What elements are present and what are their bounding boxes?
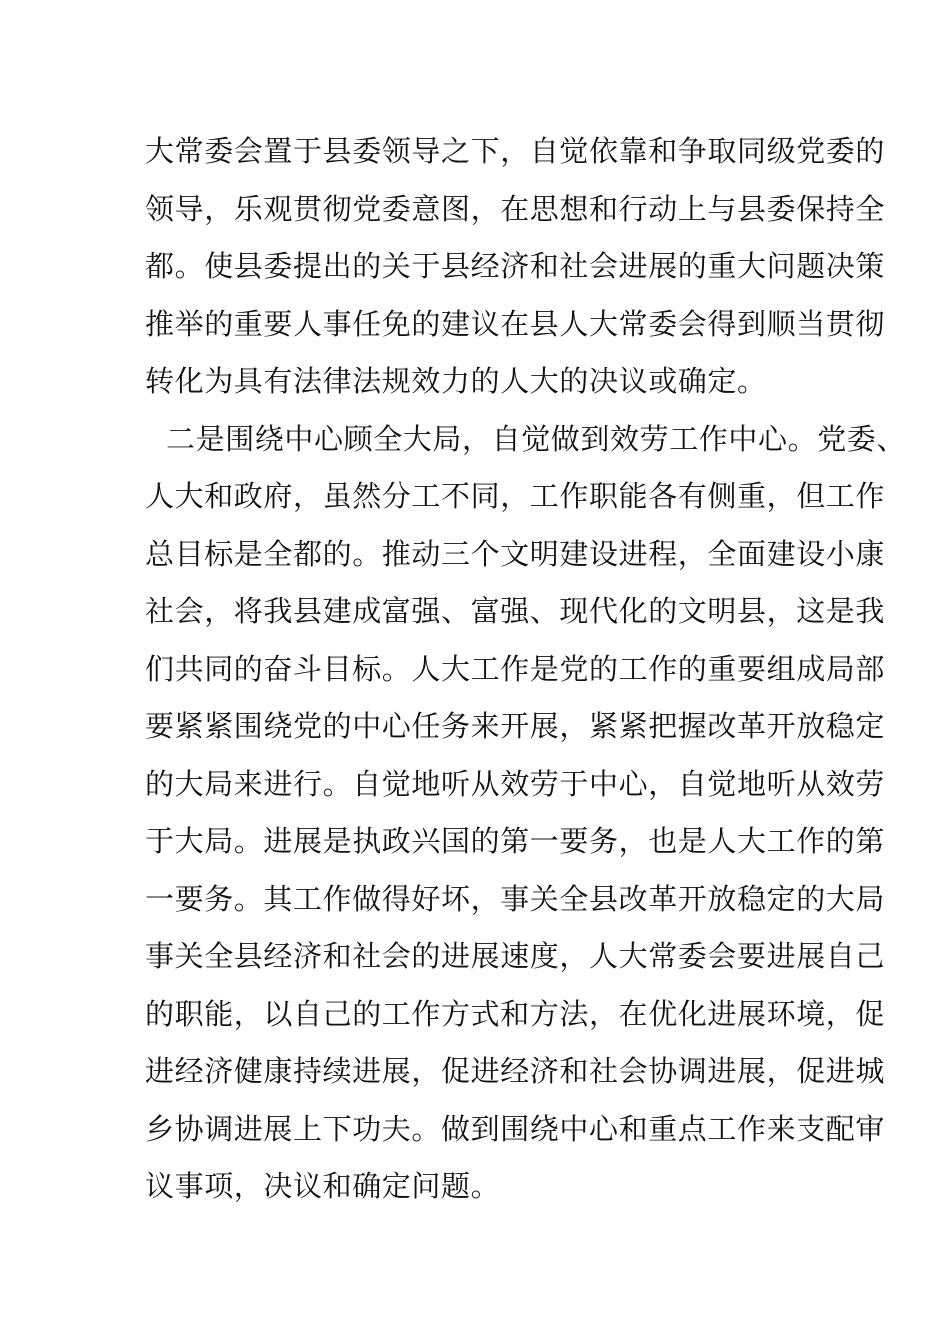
text-line: 大常委会置于县委领导之下，自觉依靠和争取同级党委的 [145, 134, 886, 168]
text-line: 乡协调进展上下功夫。做到围绕中心和重点工作来支配审 [145, 1112, 886, 1146]
text-line: 的职能，以自己的工作方式和方法，在优化进展环境，促 [145, 997, 886, 1031]
text-line: 事关全县经济和社会的进展速度，人大常委会要进展自己 [145, 939, 886, 973]
paragraph-start-line: 二是围绕中心顾全大局，自觉做到效劳工作中心。党委、 [166, 422, 907, 456]
text-line: 于大局。进展是执政兴国的第一要务，也是人大工作的第 [145, 824, 886, 858]
text-line: 要紧紧围绕党的中心任务来开展，紧紧把握改革开放稳定 [145, 709, 886, 743]
text-line: 人大和政府，虽然分工不同，工作职能各有侧重，但工作 [145, 479, 886, 513]
text-line: 议事项，决议和确定问题。 [145, 1169, 501, 1203]
text-line: 领导，乐观贯彻党委意图，在思想和行动上与县委保持全 [145, 192, 886, 226]
text-line: 进经济健康持续进展，促进经济和社会协调进展，促进城 [145, 1054, 886, 1088]
text-line: 推举的重要人事任免的建议在县人大常委会得到顺当贯彻 [145, 307, 886, 341]
text-line: 的大局来进行。自觉地听从效劳于中心，自觉地听从效劳 [145, 767, 886, 801]
text-line: 转化为具有法律法规效力的人大的决议或确定。 [145, 364, 767, 398]
text-line: 社会，将我县建成富强、富强、现代化的文明县，这是我 [145, 594, 886, 628]
text-line: 们共同的奋斗目标。人大工作是党的工作的重要组成局部 [145, 652, 886, 686]
text-line: 一要务。其工作做得好坏，事关全县改革开放稳定的大局 [145, 882, 886, 916]
text-line: 总目标是全都的。推动三个文明建设进程，全面建设小康 [145, 537, 886, 571]
text-line: 都。使县委提出的关于县经济和社会进展的重大问题决策 [145, 249, 886, 283]
